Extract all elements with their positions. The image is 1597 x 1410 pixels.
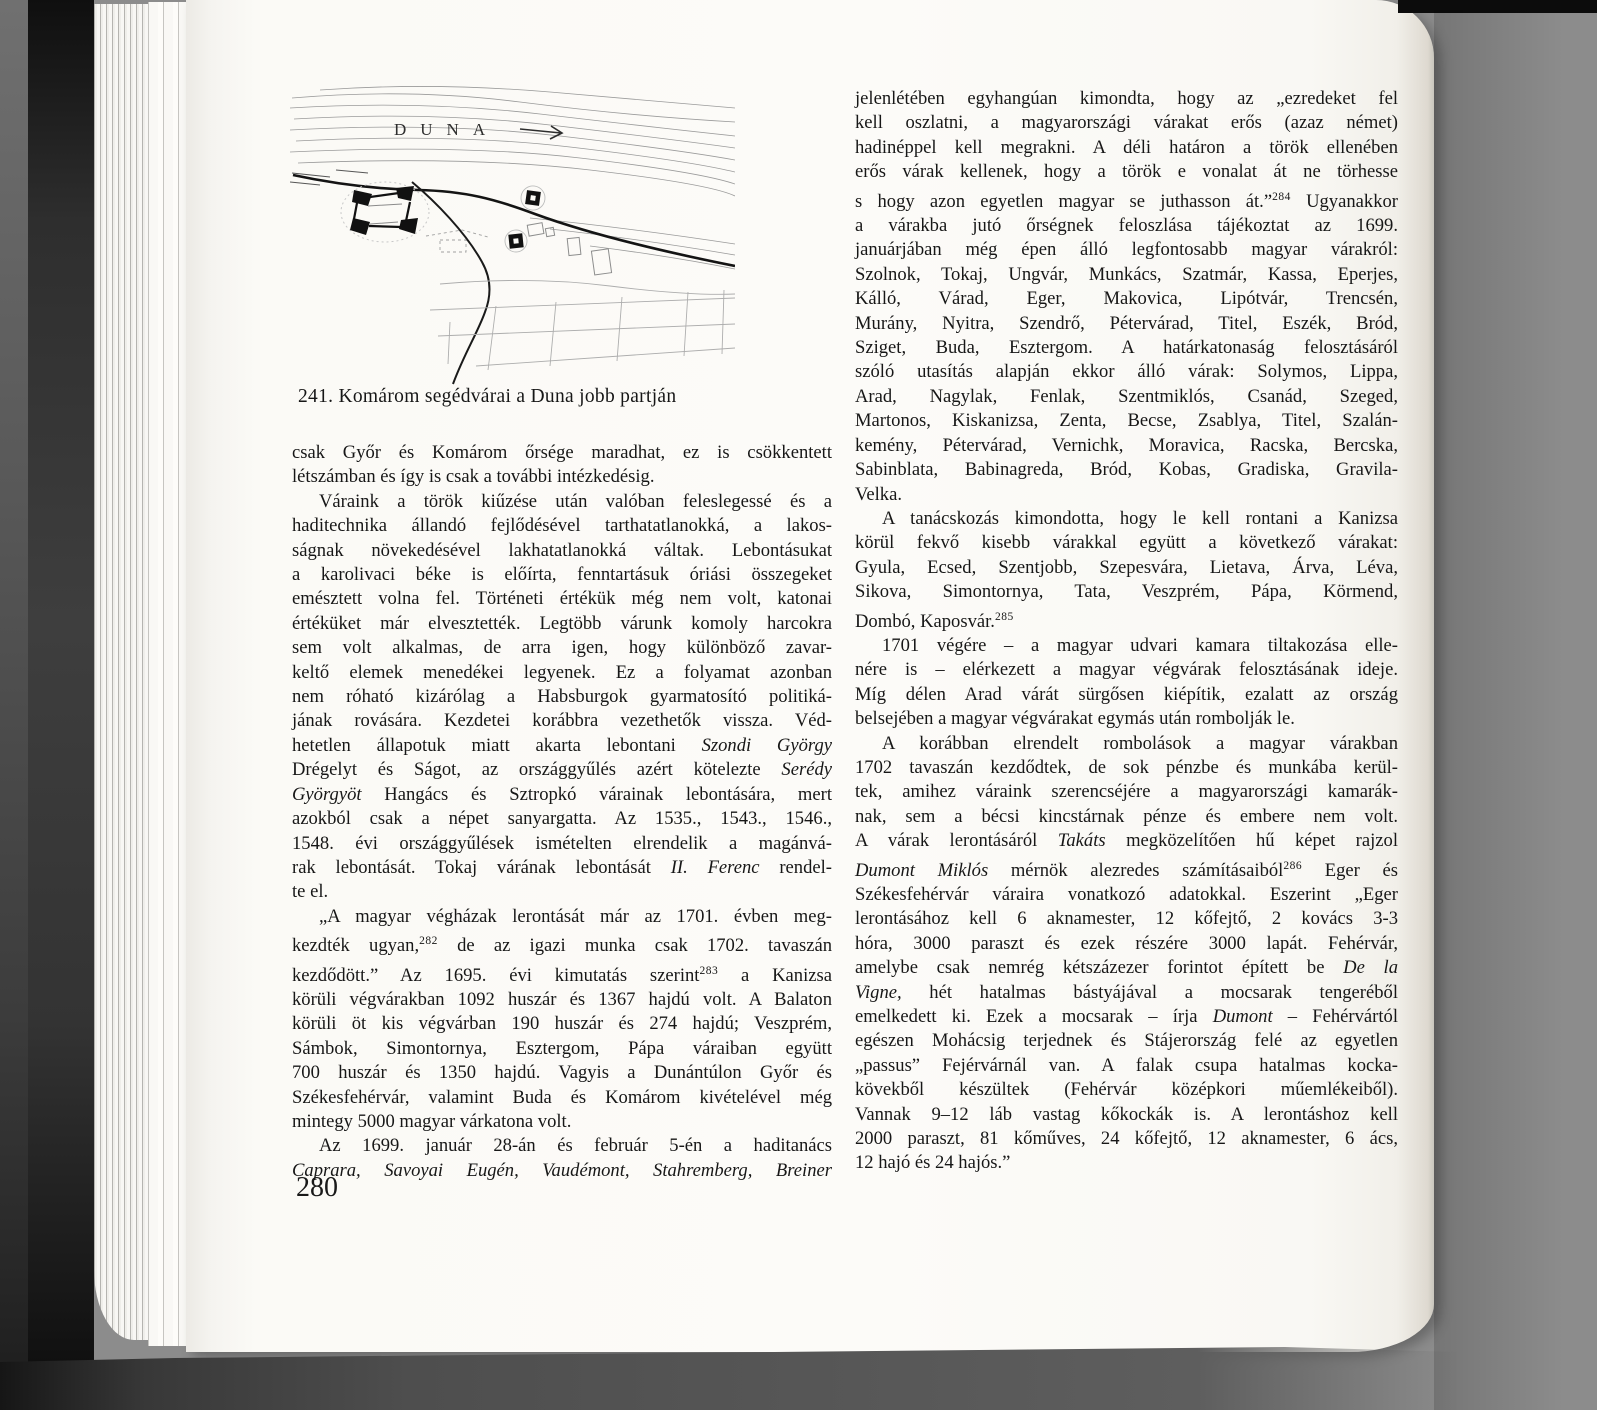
text-line: Kálló, Várad, Eger, Makovica, Lipótvár, Trencsén, — [855, 288, 1398, 310]
text-line: a karolivaci béke is előírta, fenntartásuk óriási összegeket — [292, 564, 832, 586]
book-edge-left — [0, 0, 28, 1410]
text-line: amelybe csak nemrég kétszázezer forintot épített be De la — [855, 957, 1399, 979]
text-line: csak Győr és Komárom őrsége maradhat, ez is csökkentett — [292, 442, 832, 463]
text-line: szóló utasítás alapján ekkor álló várak: Solymos, Lippa, — [855, 361, 1398, 383]
text-line: körül fekvő kisebb várakkal együtt a következő várakat: — [855, 532, 1398, 554]
text-line: Dumont Miklós mérnök alezredes számításaiból$^{286}$ Eger és — [855, 859, 1398, 881]
text-line: 2000 paraszt, 81 kőműves, 24 kőfejtő, 12 aknamester, 6 ács, — [855, 1128, 1398, 1150]
text-line: értéküket már elvesztették. Legtöbb várunk komoly harcokra — [292, 612, 832, 634]
text-line: tek, amihez váraink szerencséjére a magyarországi kamarák- — [855, 781, 1398, 803]
page-number: 280 — [296, 1172, 338, 1203]
text-line: Vigne, hét hatalmas bástyájával a mocsarak tengeréből — [855, 981, 1398, 1003]
text-line: sem volt alkalmas, de arra igen, hogy különböző zavar- — [292, 637, 832, 659]
text-line: kövekből készültek (Fehérvár középkori műemlékeiből). — [855, 1079, 1398, 1101]
field-grid — [430, 280, 735, 370]
duna-label: DUNA — [394, 120, 500, 139]
text-column-right — [855, 87, 1398, 1176]
book-page — [186, 0, 1434, 1352]
text-line: hadinéppel kell megrakni. A déli határon a török ellenében — [855, 136, 1398, 158]
text-line: kell oszlatni, a magyarországi várakat erős (azaz német) — [855, 112, 1398, 134]
fanned-page-edges — [94, 4, 148, 1340]
text-line: Caprara, Savoyai Eugén, Vaudémont, Stahremberg, Breiner — [292, 1159, 832, 1181]
table-shadow — [0, 1342, 1460, 1410]
text-line: hetetlen állapotuk miatt akarta lebontani Szondi György — [292, 734, 833, 756]
text-line: Martonos, Kiskanizsa, Zenta, Becse, Zsablya, Titel, Szalán- — [855, 410, 1398, 432]
text-line: januárjában még épen álló legfontosabb magyar várakról: — [855, 239, 1398, 261]
text-line: Vannak 9–12 láb vastag kőkockák is. A lerontáshoz kell — [855, 1103, 1398, 1125]
text-line: 1701 végére – a magyar udvari kamara tiltakozása elle- — [882, 634, 1398, 656]
text-line: keltő elemek menedékei legyenek. Ez a folyamat azonban — [292, 661, 832, 683]
text-line: „A magyar végházak lerontását már az 1701. évben meg- — [319, 905, 832, 927]
text-line: Gyula, Ecsed, Szentjobb, Szepesvára, Lietava, Árva, Léva, — [855, 556, 1398, 578]
text-line: Váraink a török kiűzése után valóban feleslegessé és a — [319, 490, 832, 512]
text-line: hóra, 3000 paraszt és ezek részére 3000 lapát. Fehérvár, — [855, 932, 1398, 954]
text-line: Az 1699. január 28-án és február 5-én a haditanács — [319, 1135, 832, 1157]
book-cover-edge — [28, 0, 94, 1384]
text-line: nem róható kizárólag a Habsburgok gyarmatosító politiká- — [292, 686, 832, 708]
text-line: körüli végvárakban 1092 huszár és 1367 hajdú volt. A Balaton — [292, 988, 832, 1010]
text-line: kezdték ugyan,$^{282}$ de az igazi munka csak 1702. tavaszán — [292, 935, 833, 957]
text-line: Míg délen Arad várát sürgősen kiépítik, ezalatt az ország — [855, 683, 1398, 705]
figure-caption: 241. Komárom segédvárai a Duna jobb partján — [298, 386, 677, 407]
text-line: belsejében a magyar végvárakat egymás után rombolják le. — [855, 708, 1295, 730]
text-column-left — [292, 441, 832, 1183]
small-fort — [504, 229, 528, 253]
text-line: 12 hajó és 24 hajós.” — [855, 1152, 1011, 1174]
text-line: Murány, Nyitra, Szendrő, Pétervárad, Titel, Eszék, Bród, — [855, 312, 1398, 334]
text-line: Szolnok, Tokaj, Ungvár, Munkács, Szatmár, Kassa, Eperjes, — [855, 263, 1398, 285]
text-line: s hogy azon egyetlen magyar se juthasson át.”$^{284}$ Ugyanakkor — [855, 190, 1398, 212]
buildings — [527, 223, 611, 275]
text-line: kemény, Pétervárad, Vernichk, Moravica, Racska, Bercska, — [855, 434, 1398, 456]
text-line: Sikova, Simontornya, Tata, Veszprém, Pápa, Körmend, — [855, 581, 1398, 603]
text-line: mintegy 5000 magyar várkatona volt. — [292, 1110, 572, 1132]
text-line: lerontásához kell 6 aknamester, 12 kőfejtő, 2 kovács 3-3 — [855, 908, 1398, 930]
text-line: A korábban elrendelt rombolások a magyar várakban — [882, 732, 1398, 754]
text-line: Székesfehérvár, valamint Buda és Komárom kivételével még — [292, 1086, 832, 1108]
text-line: a várakba jutó őrségnek feloszlása tájékoztat az 1699. — [855, 215, 1398, 237]
text-line: körüli öt kis végvárban 190 huszár és 274 hajdú; Veszprém, — [292, 1013, 832, 1035]
text-line: emelkedett ki. Ezek a mocsarak – írja Dumont – Fehérvártól — [855, 1006, 1398, 1028]
figure-map — [290, 78, 735, 388]
text-line: nak, sem a bécsi kincstárnak pénze és embere nem volt. — [855, 805, 1398, 827]
text-line: Velka. — [855, 483, 902, 505]
text-line: 1702 tavaszán kezdődtek, de sok pénzbe és munkába kerül- — [855, 756, 1398, 778]
text-line: ságnak növekedésével lakhatatlanokká váltak. Lebontásukat — [292, 539, 832, 561]
text-line: Sziget, Buda, Esztergom. A határkatonaság felosztásáról — [855, 337, 1398, 359]
text-line: létszámban és így is csak a további intézkedésig. — [292, 466, 655, 488]
text-line: nére is – elérkezett a magyar végvárak felosztásának ideje. — [855, 659, 1398, 681]
text-line: 700 huszár és 1350 hajdú. Vagyis a Dunántúlon Győr és — [292, 1062, 832, 1084]
text-line: haditechnika állandó fejlődésével tarthatatlanokká, a lakos- — [292, 515, 832, 537]
text-line: azokból csak a népet sanyargatta. Az 1535., 1543., 1546., — [292, 808, 832, 830]
text-line: A tanácskozás kimondotta, hogy le kell rontani a Kanizsa — [882, 507, 1398, 529]
text-line: emésztett volna fel. Történeti értékük még nem volt, katonai — [292, 588, 832, 610]
dashed-outlines — [426, 230, 488, 252]
text-line: kezdődött.” Az 1695. évi kimutatás szerint$^{283}$ a Kanizsa — [292, 964, 833, 986]
page-curl-shade — [1434, 10, 1564, 1410]
text-line: Arad, Nagylak, Fenlak, Szentmiklós, Csanád, Szeged, — [855, 385, 1398, 407]
text-line: rak lebontását. Tokaj várának lebontását II. Ferenc rendel- — [292, 856, 832, 878]
text-line: te el. — [292, 881, 329, 903]
text-line: „passus” Fejérvárnál van. A falak csupa hatalmas kocka- — [855, 1054, 1398, 1076]
text-line: Sabinblata, Babinagreda, Bród, Kobas, Gradiska, Gravila- — [855, 459, 1398, 481]
text-line: A várak lerontásáról Takáts megközelítően hű képet rajzol — [855, 830, 1398, 852]
small-fort — [519, 184, 546, 211]
text-line: Székesfehérvár váraira vonatkozó adatokkal. Eszerint „Eger — [855, 884, 1398, 905]
text-line: 1548. évi országgyűlések ismételten elrendelik a magánvá- — [292, 832, 832, 854]
text-line: Györgyöt Hangács és Sztropkó várainak lebontására, mert — [292, 783, 832, 805]
text-line: Sámbok, Simontornya, Esztergom, Pápa váraiban együtt — [292, 1037, 832, 1059]
text-line: jelenlétében egyhangúan kimondta, hogy az „ezredeket fel — [855, 88, 1398, 109]
text-line: Dombó, Kaposvár.$^{285}$ — [855, 610, 1014, 632]
text-line: jának rovására. Kezdetei korábbra vezethetők vissza. Véd- — [292, 710, 832, 732]
text-line: Drégelyt és Ságot, az országgyűlés azért kötelezte Serédy — [292, 759, 832, 781]
text-line: egészen Mohácsig terjednek és Stájerország felé az egyetlen — [855, 1030, 1398, 1052]
text-line: erős várak kellenek, hogy a török e vonalat át ne törhesse — [855, 161, 1398, 183]
